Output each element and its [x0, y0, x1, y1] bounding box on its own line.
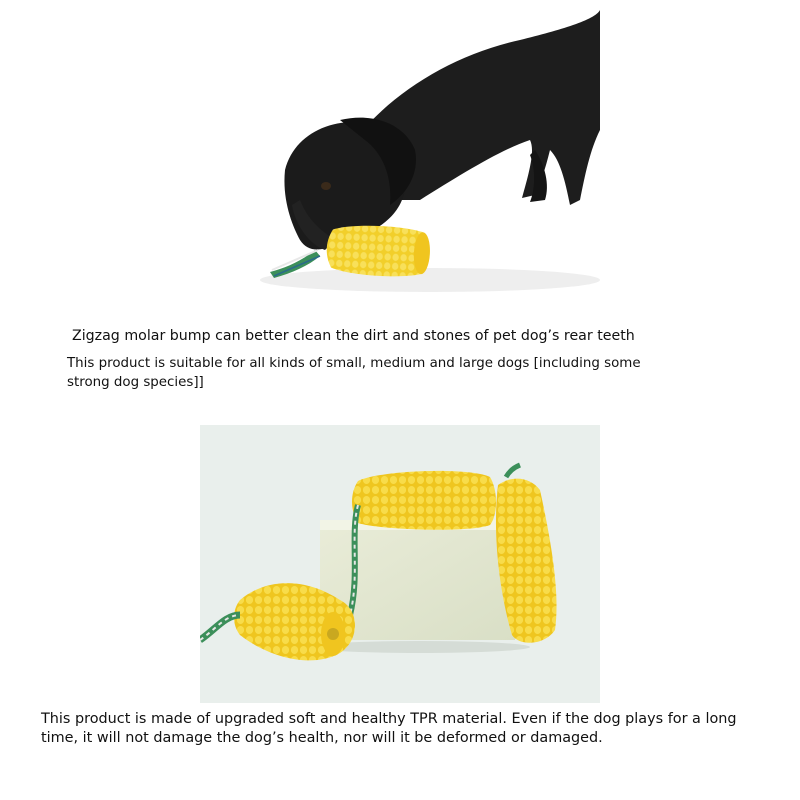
caption-tpr-material: This product is made of upgraded soft and healthy TPR material. Even if the dog plays for a long time, it will not damage the dog’s health, nor will it be deformed or damaged.	[41, 711, 737, 746]
caption-suitable-dogs: This product is suitable for all kinds of small, medium and large dogs [including some strong dog species]]	[67, 356, 641, 390]
caption-molar-bump: Zigzag molar bump can better clean the dirt and stones of pet dog’s rear teeth	[72, 328, 635, 344]
dog-chewing-corn-toy-image	[200, 0, 600, 318]
corn-toys-product-image	[200, 425, 600, 703]
